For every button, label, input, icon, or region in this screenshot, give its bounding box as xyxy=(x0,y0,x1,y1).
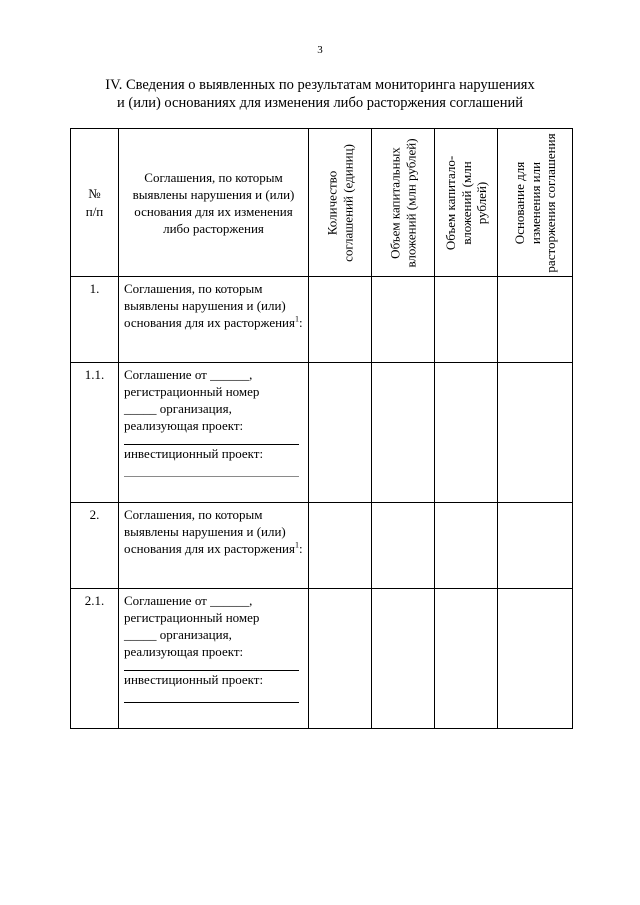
row-text: Соглашения, по которым выявлены нарушения и (или) основания для их расторжения xyxy=(124,507,295,556)
section-title xyxy=(70,76,570,112)
investment-project-blank-line[interactable] xyxy=(124,462,299,477)
cell-capital-short[interactable] xyxy=(435,277,498,363)
cell-capital[interactable] xyxy=(372,503,435,589)
header-capital: Объем капитальных вложений (млн рублей) xyxy=(387,137,418,268)
reg-number-label: регистрационный номер xyxy=(124,384,260,399)
footnote-marker: 1 xyxy=(295,314,299,324)
row-description xyxy=(119,363,309,503)
row-number: 1. xyxy=(71,277,119,363)
header-number xyxy=(71,129,119,277)
row-description xyxy=(119,277,309,363)
investment-project-label: инвестиционный проект: xyxy=(124,446,264,461)
row-number: 2. xyxy=(71,503,119,589)
agreement-line xyxy=(124,592,304,609)
agreement-date-blank[interactable]: ______ xyxy=(210,593,250,608)
org-label: организация, xyxy=(159,401,232,416)
implementing-label: реализующая проект: xyxy=(124,644,244,659)
header-basis-cell xyxy=(498,129,573,277)
row-description xyxy=(119,589,309,729)
row-number: 1.1. xyxy=(71,363,119,503)
header-capital-cell xyxy=(372,129,435,277)
cell-capital-short[interactable] xyxy=(435,363,498,503)
table-row xyxy=(71,363,573,503)
reg-number-blank[interactable]: _____ xyxy=(124,401,157,416)
reg-number-label: регистрационный номер xyxy=(124,610,260,625)
cell-basis[interactable] xyxy=(498,277,573,363)
cell-count[interactable] xyxy=(309,277,372,363)
cell-count[interactable] xyxy=(309,363,372,503)
cell-capital-short[interactable] xyxy=(435,589,498,729)
monitoring-violations-table xyxy=(70,128,573,729)
header-capital-short-cell xyxy=(435,129,498,277)
cell-capital[interactable] xyxy=(372,363,435,503)
agreement-date-blank[interactable]: ______ xyxy=(210,367,250,382)
implementing-label: реализующая проект: xyxy=(124,418,244,433)
header-count-cell xyxy=(309,129,372,277)
cell-count[interactable] xyxy=(309,503,372,589)
header-number-pp: п/п xyxy=(85,203,104,219)
row-text: Соглашения, по которым выявлены нарушения и (или) основания для их расторжения xyxy=(124,281,295,330)
row-description xyxy=(119,503,309,589)
organization-blank-line[interactable] xyxy=(124,660,299,671)
org-line xyxy=(124,626,304,643)
agreement-comma: , xyxy=(249,367,253,382)
section-title-line-2: и (или) основаниях для изменения либо расторжения соглашений xyxy=(117,95,523,111)
cell-capital[interactable] xyxy=(372,277,435,363)
page-number: 3 xyxy=(317,44,323,56)
section-title-line-1: IV. Сведения о выявленных по результатам мониторинга нарушениях xyxy=(105,77,535,93)
table-row xyxy=(71,277,573,363)
org-label: организация, xyxy=(159,627,232,642)
table-row xyxy=(71,503,573,589)
header-basis: Основание для изменения или расторжения соглашения xyxy=(511,132,558,273)
footnote-marker: 1 xyxy=(295,540,299,550)
investment-project-blank-line[interactable] xyxy=(124,688,299,703)
row-number: 2.1. xyxy=(71,589,119,729)
row-text-tail: : xyxy=(299,315,303,330)
cell-capital[interactable] xyxy=(372,589,435,729)
reg-number-blank[interactable]: _____ xyxy=(124,627,157,642)
cell-basis[interactable] xyxy=(498,589,573,729)
header-capital-short: Объем капитало-вложений (млн рублей) xyxy=(442,155,489,250)
header-count: Количество соглашений (единиц) xyxy=(324,143,355,262)
agreement-from-label: Соглашение от xyxy=(124,367,207,382)
cell-basis[interactable] xyxy=(498,503,573,589)
cell-basis[interactable] xyxy=(498,363,573,503)
cell-count[interactable] xyxy=(309,589,372,729)
row-text-tail: : xyxy=(299,541,303,556)
table-header-row xyxy=(71,129,573,277)
agreement-line xyxy=(124,366,304,383)
organization-blank-line[interactable] xyxy=(124,434,299,445)
agreement-from-label: Соглашение от xyxy=(124,593,207,608)
table-row xyxy=(71,589,573,729)
org-line xyxy=(124,400,304,417)
header-agreements: Соглашения, по которым выявлены нарушения и (или) основания для их изменения либо расторжения xyxy=(119,129,309,277)
investment-project-label: инвестиционный проект: xyxy=(124,672,264,687)
agreement-comma: , xyxy=(249,593,253,608)
header-number-sign: № xyxy=(88,185,101,201)
cell-capital-short[interactable] xyxy=(435,503,498,589)
